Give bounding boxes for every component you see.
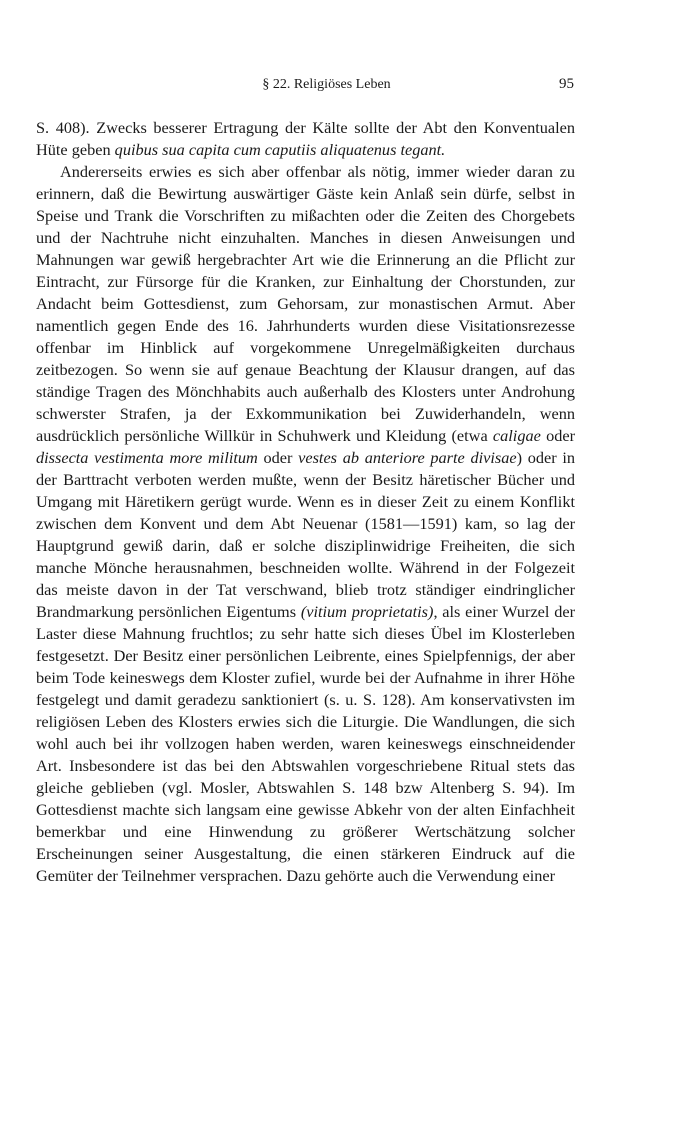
italic-segment: vestes ab anteriore parte divisae xyxy=(298,448,517,467)
italic-segment: quibus sua capita cum caputiis aliquatenus tegant. xyxy=(114,140,446,159)
italic-segment: dissecta vestimenta more militum xyxy=(36,448,258,467)
text-segment: oder xyxy=(540,426,576,445)
paragraph-1 xyxy=(36,117,575,161)
italic-segment: (vitium proprietatis) xyxy=(300,602,434,621)
body-text xyxy=(36,117,575,887)
text-segment: Andererseits erwies es sich aber offenbar als nötig, immer wieder daran zu erinnern, daß die Bewirtung auswärtiger Gäste kein Anlaß sein dürfe, selbst in Speise und Trank die Vorschriften zu mißachten oder die Zeiten des Chorgebets und der Nachtruhe nicht einzuhalten. Manches in diesen Anweisungen und Mahnungen war gewiß hergebrachter Art wie die Erinnerung an die Pflicht zur Eintracht, zur Fürsorge für die Kranken, zur Einhaltung der Chorstunden, zur Andacht beim Gottesdienst, zum Gehorsam, zur monastischen Armut. Aber namentlich gegen Ende des 16. Jahrhunderts wurden diese Visitationsrezesse offenbar im Hinblick auf vorgekommene Unregelmäßigkeiten durchaus zeitbezogen. So wenn sie auf genaue Beachtung der Klausur drangen, auf das ständige Tragen des Mönchhabits auch außerhalb des Klosters unter Androhung schwerster Strafen, ja der Exkommunikation bei Zuwiderhandeln, wenn ausdrücklich persönliche Willkür in Schuhwerk und Kleidung (etwa xyxy=(36,162,575,445)
italic-segment: caligae xyxy=(492,426,541,445)
text-segment: ) oder in der Barttracht verboten werden mußte, wenn der Besitz häretischer Bücher und Umgang mit Häretikern gerügt wurde. Wenn es in dieser Zeit zu einem Konflikt zwischen dem Konvent und dem Abt Neuenar (1581—1591) kam, so lag der Hauptgrund gewiß darin, daß er solche disziplinwidrige Freiheiten, die sich manche Mönche herausnahmen, beschneiden wollte. Während in der Folgezeit das meiste davon in der Tat verschwand, blieb trotz ständiger eindringlicher Brandmarkung persönlichen Eigentums xyxy=(36,448,575,621)
page-number: 95 xyxy=(559,76,574,92)
text-segment: oder xyxy=(257,448,299,467)
text-segment: S. 408). Zwecks besserer Ertragung der Kälte sollte der Abt den Konventualen Hüte geben xyxy=(36,118,575,159)
text-segment: , als einer Wurzel der Laster diese Mahnung fruchtlos; zu sehr hatte sich dieses Übel im Klosterleben festgesetzt. Der Besitz einer persönlichen Leibrente, eines Spielpfennigs, der aber beim Tode keineswegs dem Kloster zufiel, wurde bei der Aufnahme in ihrer Höhe festgelegt und damit geradezu sanktioniert (s. u. S. 128). Am konservativsten im religiösen Leben des Klosters erwies sich die Liturgie. Die Wandlungen, die sich wohl auch bei ihr vollzogen haben werden, waren keineswegs einschneidender Art. Insbesondere ist das bei den Abtswahlen vorgeschriebene Ritual stets das gleiche geblieben (vgl. Mosler, Abtswahlen S. 148 bzw Altenberg S. 94). Im Gottesdienst machte sich langsam eine gewisse Abkehr von der alten Einfachheit bemerkbar und eine Hinwendung zu größerer Wertschätzung solcher Erscheinungen seiner Ausgestaltung, die einen stärkeren Eindruck auf die Gemüter der Teilnehmer versprachen. Dazu gehörte auch die Verwendung einer xyxy=(36,602,575,885)
running-header xyxy=(54,76,574,93)
paragraph-2 xyxy=(36,161,575,887)
running-title: § 22. Religiöses Leben xyxy=(262,77,391,92)
